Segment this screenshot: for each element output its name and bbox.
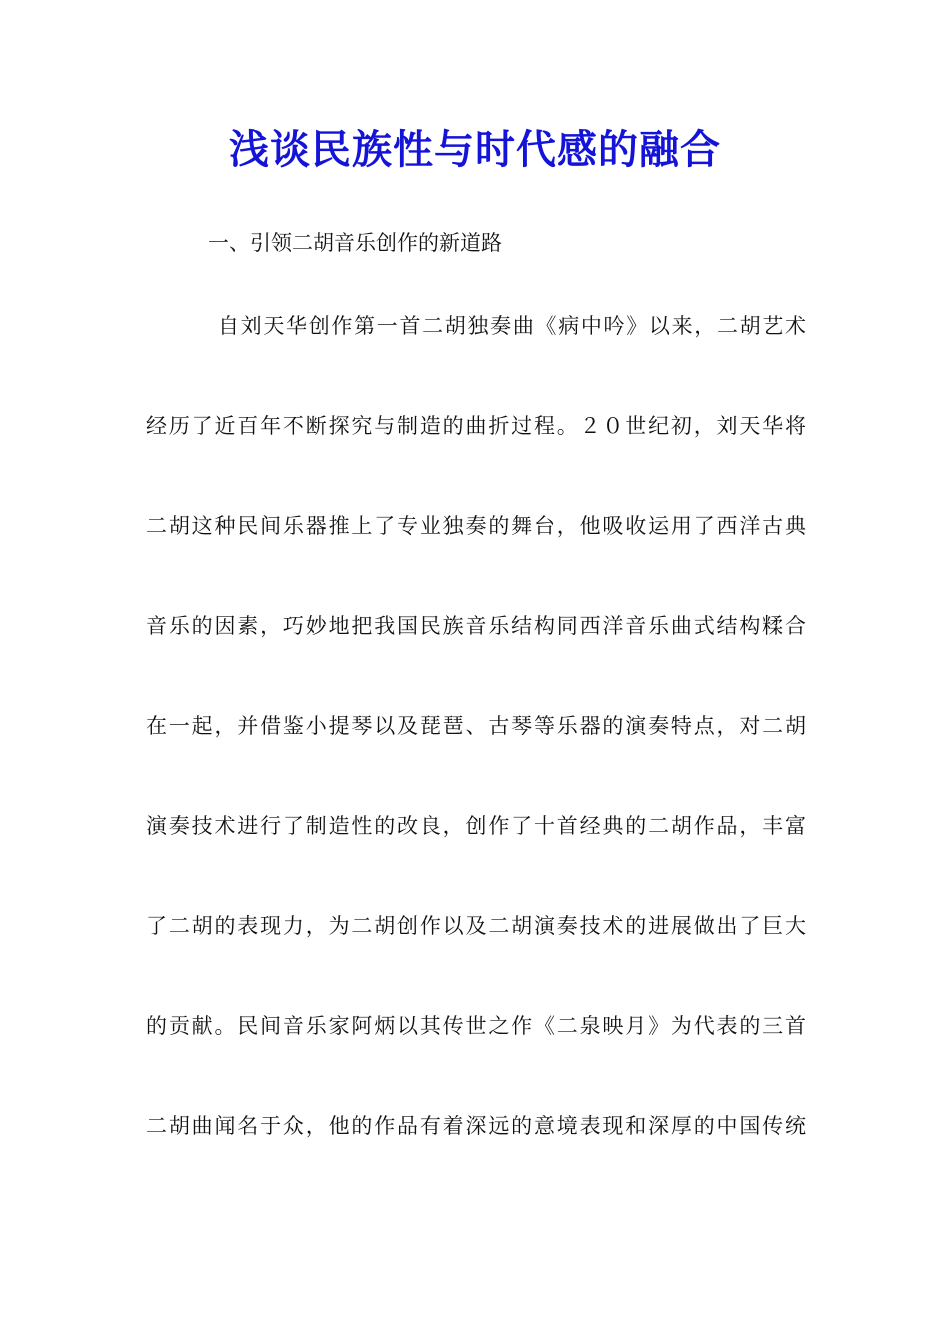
section-heading: 一、引领二胡音乐创作的新道路	[208, 231, 502, 255]
paragraph-line: 的贡献。民间音乐家阿炳以其传世之作《二泉映月》为代表的三首	[146, 1014, 806, 1038]
paragraph-line: 经历了近百年不断探究与制造的曲折过程。２０世纪初，刘天华将	[146, 414, 806, 438]
paragraph-line: 了二胡的表现力，为二胡创作以及二胡演奏技术的进展做出了巨大	[146, 914, 806, 938]
document-title: 浅谈民族性与时代感的融合	[229, 126, 721, 173]
paragraph-line: 二胡这种民间乐器推上了专业独奏的舞台，他吸收运用了西洋古典	[146, 514, 806, 538]
paragraph-line: 音乐的因素，巧妙地把我国民族音乐结构同西洋音乐曲式结构糅合	[146, 614, 806, 638]
paragraph-line: 演奏技术进行了制造性的改良，创作了十首经典的二胡作品，丰富	[146, 814, 806, 838]
body-paragraph	[146, 308, 806, 1208]
paragraph-line: 在一起，并借鉴小提琴以及琵琶、古琴等乐器的演奏特点，对二胡	[146, 714, 806, 738]
paragraph-line: 自刘天华创作第一首二胡独奏曲《病中吟》以来，二胡艺术	[218, 314, 806, 338]
paragraph-line: 二胡曲闻名于众，他的作品有着深远的意境表现和深厚的中国传统	[146, 1114, 806, 1138]
